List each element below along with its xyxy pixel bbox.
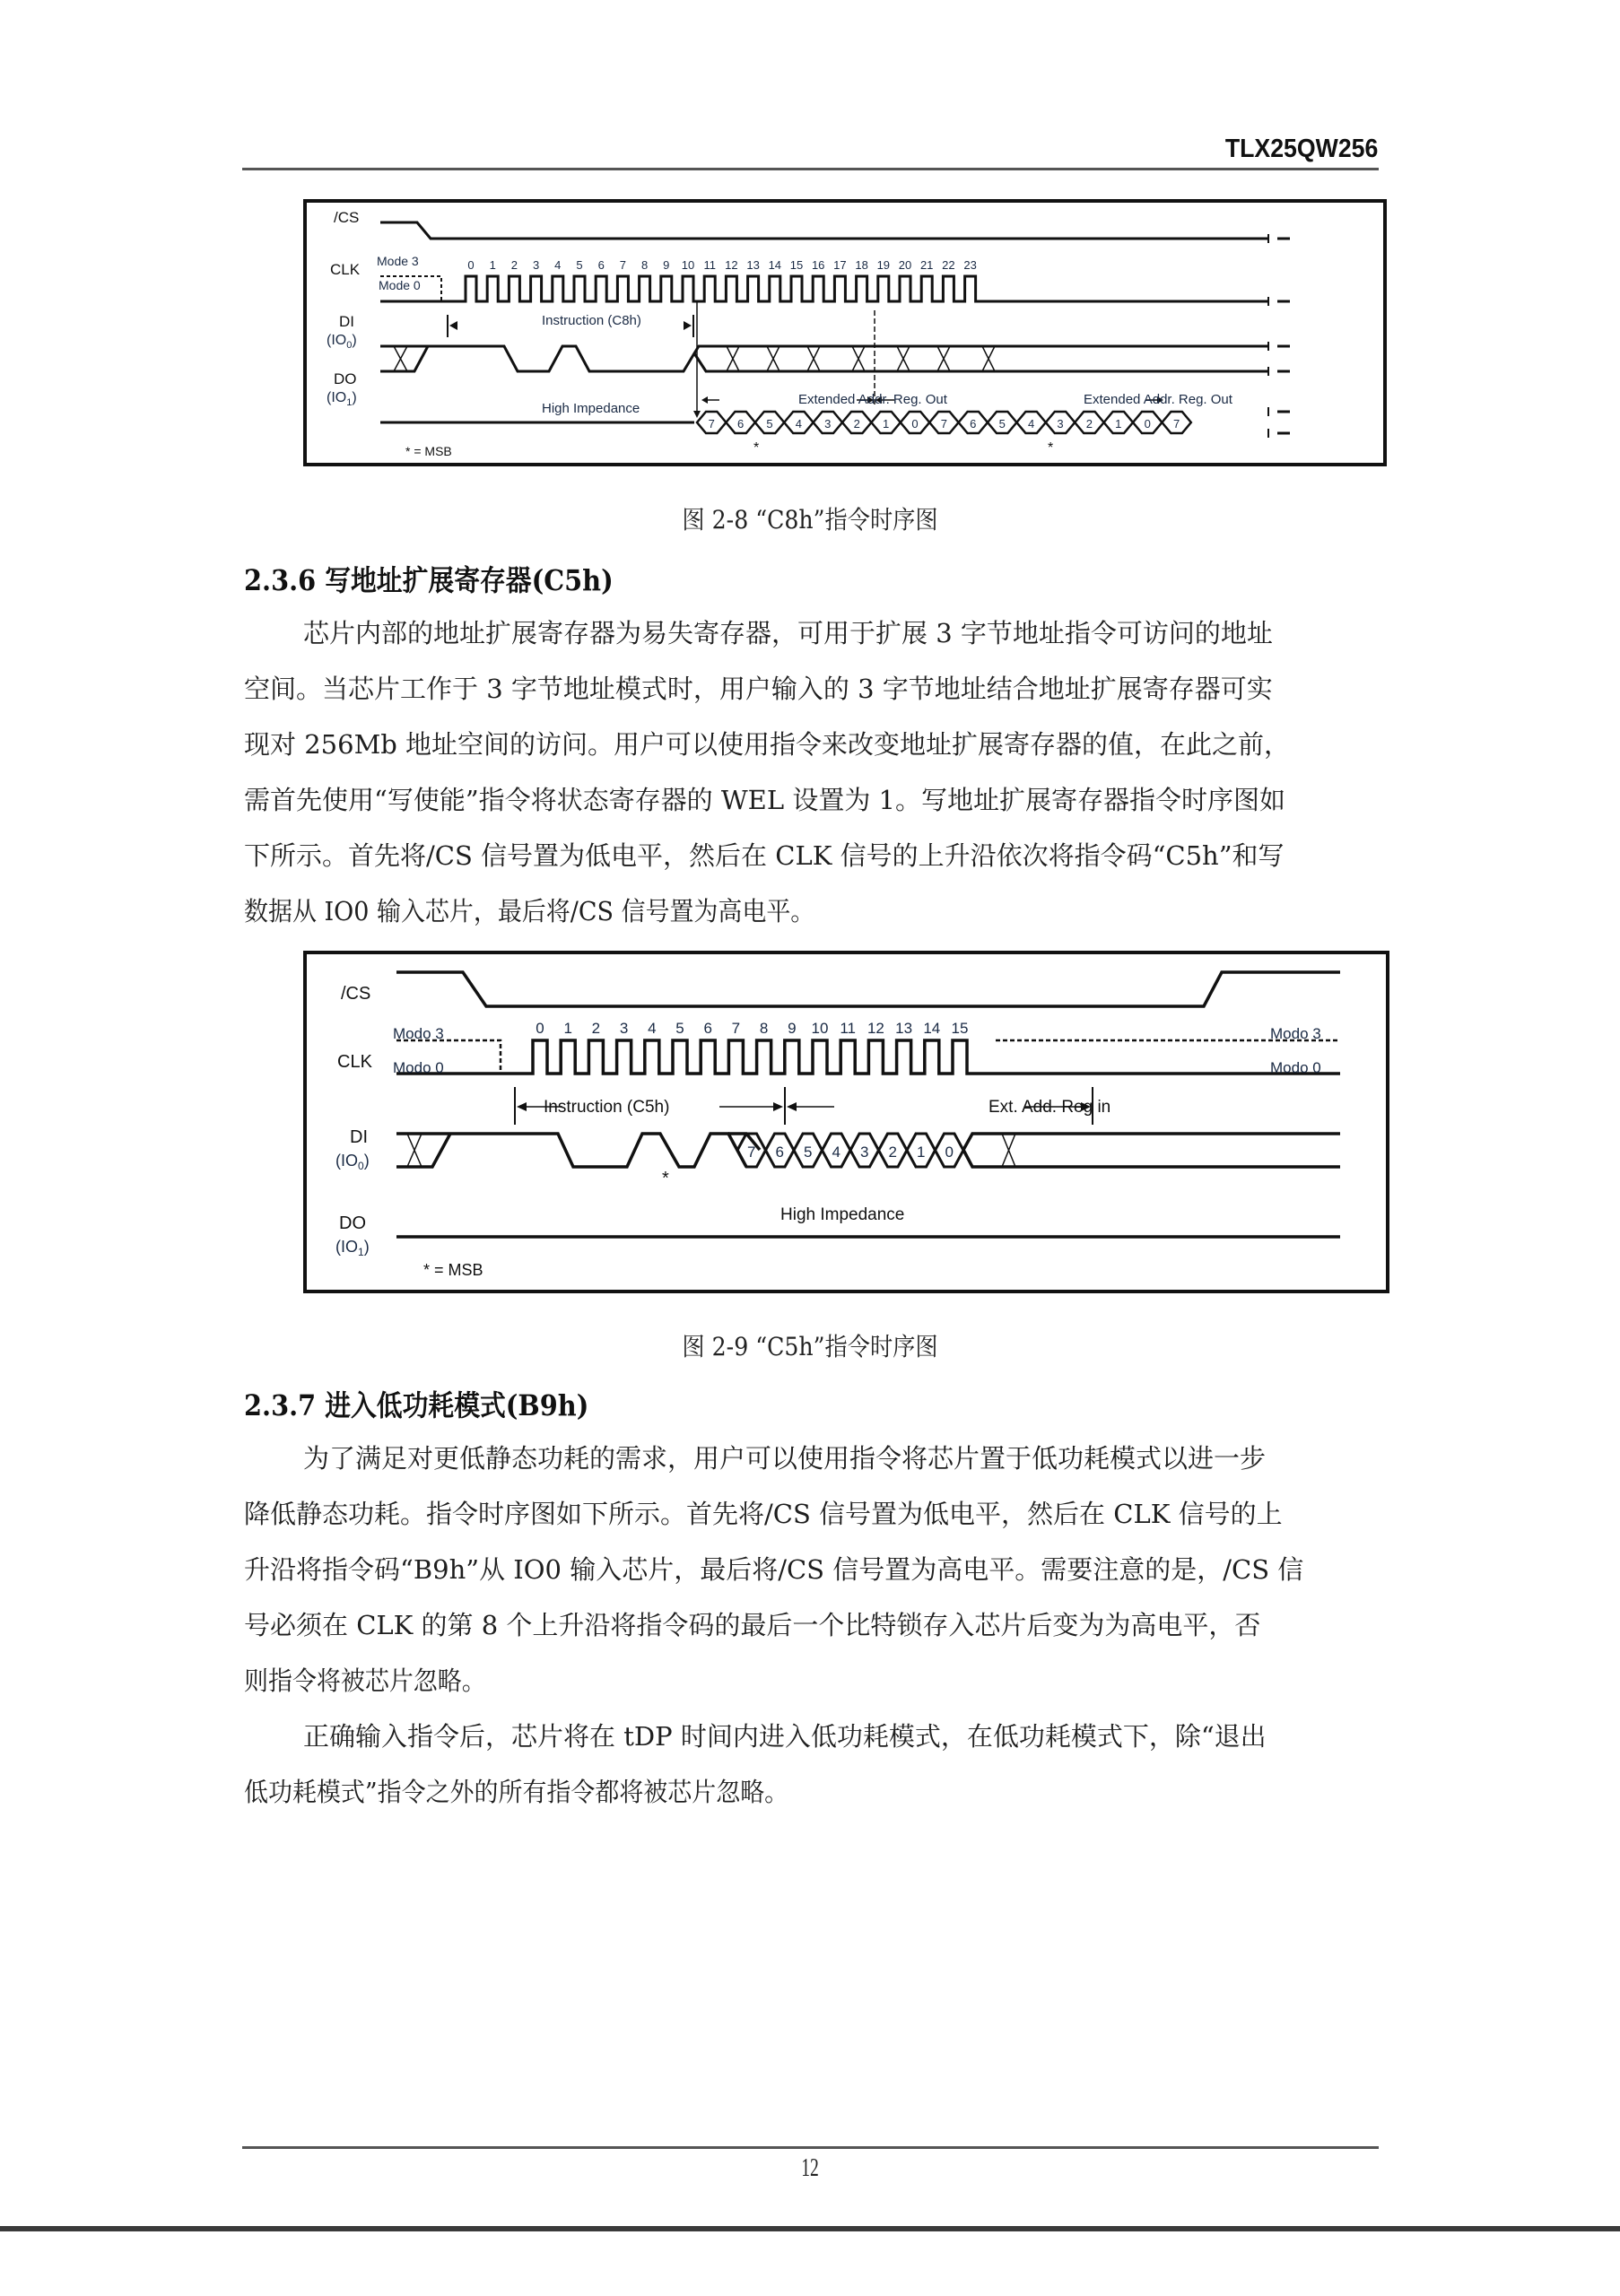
- clock-number: 12: [725, 258, 738, 272]
- di-bit-label: 6: [775, 1144, 784, 1161]
- di-bit-label: 5: [804, 1144, 813, 1161]
- clk-waveform: [380, 276, 1268, 301]
- msb-marker: *: [662, 1169, 669, 1188]
- di-bit-label: 0: [945, 1144, 954, 1161]
- paragraph-line: 正确输入指令后，芯片将在 tDP 时间内进入低功耗模式，在低功耗模式下，除“退出: [303, 1721, 1267, 1752]
- di-waveform-end: [963, 1134, 1340, 1167]
- paragraph-line: 升沿将指令码“B9h”从 IO0 输入芯片，最后将/CS 信号置为高电平。需要注意的是，/CS 信: [244, 1554, 1304, 1585]
- clock-number: 1: [489, 258, 496, 272]
- section-heading-2-3-6: 2.3.6 写地址扩展寄存器(C5h): [244, 563, 614, 597]
- high-impedance-label: High Impedance: [542, 401, 640, 416]
- paragraph-line: 数据从 IO0 输入芯片，最后将/CS 信号置为高电平。: [244, 896, 815, 926]
- timing-diagram-c8h: [303, 199, 1387, 466]
- do-bit-label: 2: [1085, 417, 1093, 430]
- section-heading-2-3-7: 2.3.7 进入低功耗模式(B9h): [244, 1388, 589, 1422]
- clock-number: 0: [467, 258, 475, 272]
- clock-number: 14: [768, 258, 782, 272]
- figure-caption-2-8: 图 2-8 “C8h”指令时序图: [682, 505, 938, 535]
- instruction-label: Instruction (C5h): [544, 1098, 670, 1117]
- clock-number: 9: [663, 258, 670, 272]
- signal-label-io1: $(IO_1)$: [335, 1238, 370, 1258]
- di-transition-x: [807, 346, 820, 371]
- di-bit-label: 1: [917, 1144, 926, 1161]
- do-bit-label: 7: [708, 417, 715, 430]
- do-bit-label: 4: [795, 417, 803, 430]
- do-continue-dashes: [1277, 412, 1290, 433]
- clock-number: 20: [898, 258, 912, 272]
- paragraph-line: 低功耗模式”指令之外的所有指令都将被芯片忽略。: [244, 1777, 789, 1807]
- paragraph-line: 下所示。首先将/CS 信号置为低电平，然后在 CLK 信号的上升沿依次将指令码“C5h”和写: [244, 840, 1285, 871]
- clk-waveform: [396, 1040, 1340, 1074]
- signal-label-io1: $(IO_1)$: [327, 390, 357, 408]
- cs-waveform: [380, 222, 1268, 239]
- signal-label-clk: CLK: [330, 261, 361, 278]
- clock-number: 22: [942, 258, 955, 272]
- timing-diagram-c5h-svg: [307, 954, 1386, 1290]
- clock-number: 12: [867, 1020, 884, 1037]
- clock-number: 0: [536, 1020, 544, 1037]
- clock-number: 11: [840, 1020, 857, 1037]
- clock-number: 9: [788, 1020, 797, 1037]
- clock-number: 17: [833, 258, 847, 272]
- do-bit-label: 5: [766, 417, 773, 430]
- signal-label-cs: /CS: [341, 984, 371, 1004]
- do-bit-label: 1: [882, 417, 890, 430]
- di-waveform-low: [694, 353, 1268, 371]
- clock-number: 19: [876, 258, 891, 272]
- do-bit-label: 7: [1172, 417, 1180, 430]
- mode3-label: Mode 3: [377, 254, 419, 268]
- high-impedance-label: High Impedance: [780, 1205, 905, 1224]
- clock-number: 13: [895, 1020, 913, 1037]
- clock-number: 6: [703, 1020, 712, 1037]
- clock-number: 23: [963, 258, 977, 272]
- section-2-3-7-paragraph-1: [244, 1431, 1379, 1709]
- paragraph-line: 空间。当芯片工作于 3 字节地址模式时，用户输入的 3 字节地址结合地址扩展寄存器可实: [244, 674, 1273, 704]
- mode0-label: Mode 0: [379, 278, 421, 292]
- di-transition-x: [897, 346, 910, 371]
- paragraph-line: 芯片内部的地址扩展寄存器为易失寄存器，可用于扩展 3 字节地址指令可访问的地址: [303, 618, 1273, 648]
- section-2-3-6-paragraph: [244, 605, 1379, 939]
- clock-number: 15: [789, 258, 804, 272]
- di-transition-x: [727, 346, 739, 371]
- timing-diagram-c5h: [303, 951, 1389, 1293]
- paragraph-line: 降低静态功耗。指令时序图如下所示。首先将/CS 信号置为低电平，然后在 CLK 信号的上: [244, 1499, 1283, 1529]
- clock-number: 13: [746, 258, 760, 272]
- signal-label-clk: CLK: [337, 1052, 372, 1072]
- do-bit-label: 1: [1115, 417, 1122, 430]
- ext-addr-out-label-1: Extended Addr. Reg. Out: [798, 392, 947, 407]
- do-bit-label: 5: [998, 417, 1006, 430]
- di-transition-x: [852, 346, 865, 371]
- clock-number: 7: [731, 1020, 741, 1037]
- clock-number: 3: [619, 1020, 629, 1037]
- msb-marker-1: *: [753, 440, 760, 456]
- mode0-label-right: Modo 0: [1270, 1059, 1321, 1076]
- instruction-label: Instruction (C8h): [542, 313, 641, 328]
- do-output-arrowhead: [693, 411, 701, 418]
- di-dontcare-x: [394, 346, 407, 371]
- clock-number: 4: [554, 258, 562, 272]
- msb-marker-2: *: [1048, 440, 1054, 456]
- mode0-label-left: Modo 0: [393, 1059, 444, 1076]
- paragraph-line: 则指令将被芯片忽略。: [244, 1665, 486, 1696]
- paragraph-line: 号必须在 CLK 的第 8 个上升沿将指令码的最后一个比特锁存入芯片后变为为高电平，否: [244, 1610, 1261, 1640]
- di-bit-label: 2: [888, 1144, 897, 1161]
- figure-caption-2-9: 图 2-9 “C5h”指令时序图: [682, 1332, 938, 1361]
- paragraph-line: 现对 256Mb 地址空间的访问。用户可以使用指令来改变地址扩展寄存器的值，在此之前，: [244, 729, 1291, 760]
- do-bit-label: 3: [1057, 417, 1064, 430]
- clock-number: 7: [619, 258, 627, 272]
- header-rule: [242, 168, 1379, 170]
- di-bit-label: 7: [747, 1144, 756, 1161]
- di-transition-x: [982, 346, 995, 371]
- signal-label-di: DI: [339, 313, 354, 330]
- di-bit-label: 4: [832, 1144, 840, 1161]
- clock-number: 21: [919, 258, 934, 272]
- do-bit-label: 6: [736, 417, 745, 430]
- paragraph-line: 为了满足对更低静态功耗的需求，用户可以使用指令将芯片置于低功耗模式以进一步: [303, 1443, 1267, 1474]
- ext-addr-out-label-2: Extended Addr. Reg. Out: [1084, 392, 1232, 407]
- section-2-3-7-paragraph-2: [244, 1709, 1379, 1820]
- document-header-title: TLX25QW256: [1224, 135, 1378, 163]
- do-bit-label: 0: [911, 417, 919, 430]
- di-dontcare-x: [407, 1134, 422, 1167]
- msb-legend: * = MSB: [405, 444, 452, 458]
- di-transition-x: [937, 346, 950, 371]
- do-bit-label: 7: [940, 417, 948, 430]
- do-bit-label: 4: [1027, 417, 1035, 430]
- signal-label-cs: /CS: [334, 209, 360, 226]
- clock-number: 1: [563, 1020, 572, 1037]
- do-bit-label: 2: [853, 417, 860, 430]
- clock-number: 16: [811, 258, 825, 272]
- footer-rule: [242, 2146, 1379, 2149]
- mode3-label-right: Modo 3: [1270, 1025, 1321, 1042]
- do-bit-label: 3: [824, 417, 832, 430]
- clock-number: 2: [510, 258, 518, 272]
- clock-number: 3: [532, 258, 540, 272]
- ext-add-reg-in-label: Ext. Add. Reg in: [989, 1098, 1111, 1117]
- clock-number: 15: [951, 1020, 969, 1037]
- page-bottom-border: [0, 2226, 1620, 2231]
- di-bit-label: 3: [860, 1144, 869, 1161]
- cs-waveform: [396, 972, 1340, 1006]
- do-bit-label: 0: [1144, 417, 1151, 430]
- clock-number: 5: [675, 1020, 684, 1037]
- page-number: 12: [801, 2154, 819, 2182]
- di-continue-dashes: [1277, 346, 1290, 371]
- clock-number: 8: [640, 258, 649, 272]
- clock-number: 5: [576, 258, 583, 272]
- clock-number: 14: [923, 1020, 941, 1037]
- do-bit-label: 6: [970, 417, 977, 430]
- di-waveform: [380, 346, 1268, 371]
- signal-label-io0: $(IO_0)$: [335, 1152, 370, 1172]
- di-dontcare-x-end: [1002, 1134, 1015, 1167]
- di-transition-x: [767, 346, 780, 371]
- clock-number: 8: [759, 1020, 769, 1037]
- clock-number: 18: [855, 258, 868, 272]
- clock-number: 2: [591, 1020, 601, 1037]
- msb-legend: * = MSB: [423, 1261, 483, 1279]
- di-waveform-start: [396, 1134, 450, 1167]
- mode3-label-left: Modo 3: [393, 1025, 444, 1042]
- clock-number: 11: [703, 258, 716, 272]
- clock-number: 10: [681, 258, 695, 272]
- clock-number: 10: [811, 1020, 829, 1037]
- clock-number: 6: [597, 258, 605, 272]
- signal-label-do: DO: [334, 370, 357, 387]
- signal-label-di: DI: [350, 1127, 368, 1147]
- paragraph-line: 需首先使用“写使能”指令将状态寄存器的 WEL 设置为 1。写地址扩展寄存器指令时序图如: [244, 785, 1285, 815]
- signal-label-do: DO: [339, 1213, 366, 1233]
- timing-diagram-c8h-svg: [307, 203, 1383, 463]
- clock-number: 4: [648, 1020, 657, 1037]
- signal-label-io0: $(IO_0)$: [327, 333, 357, 351]
